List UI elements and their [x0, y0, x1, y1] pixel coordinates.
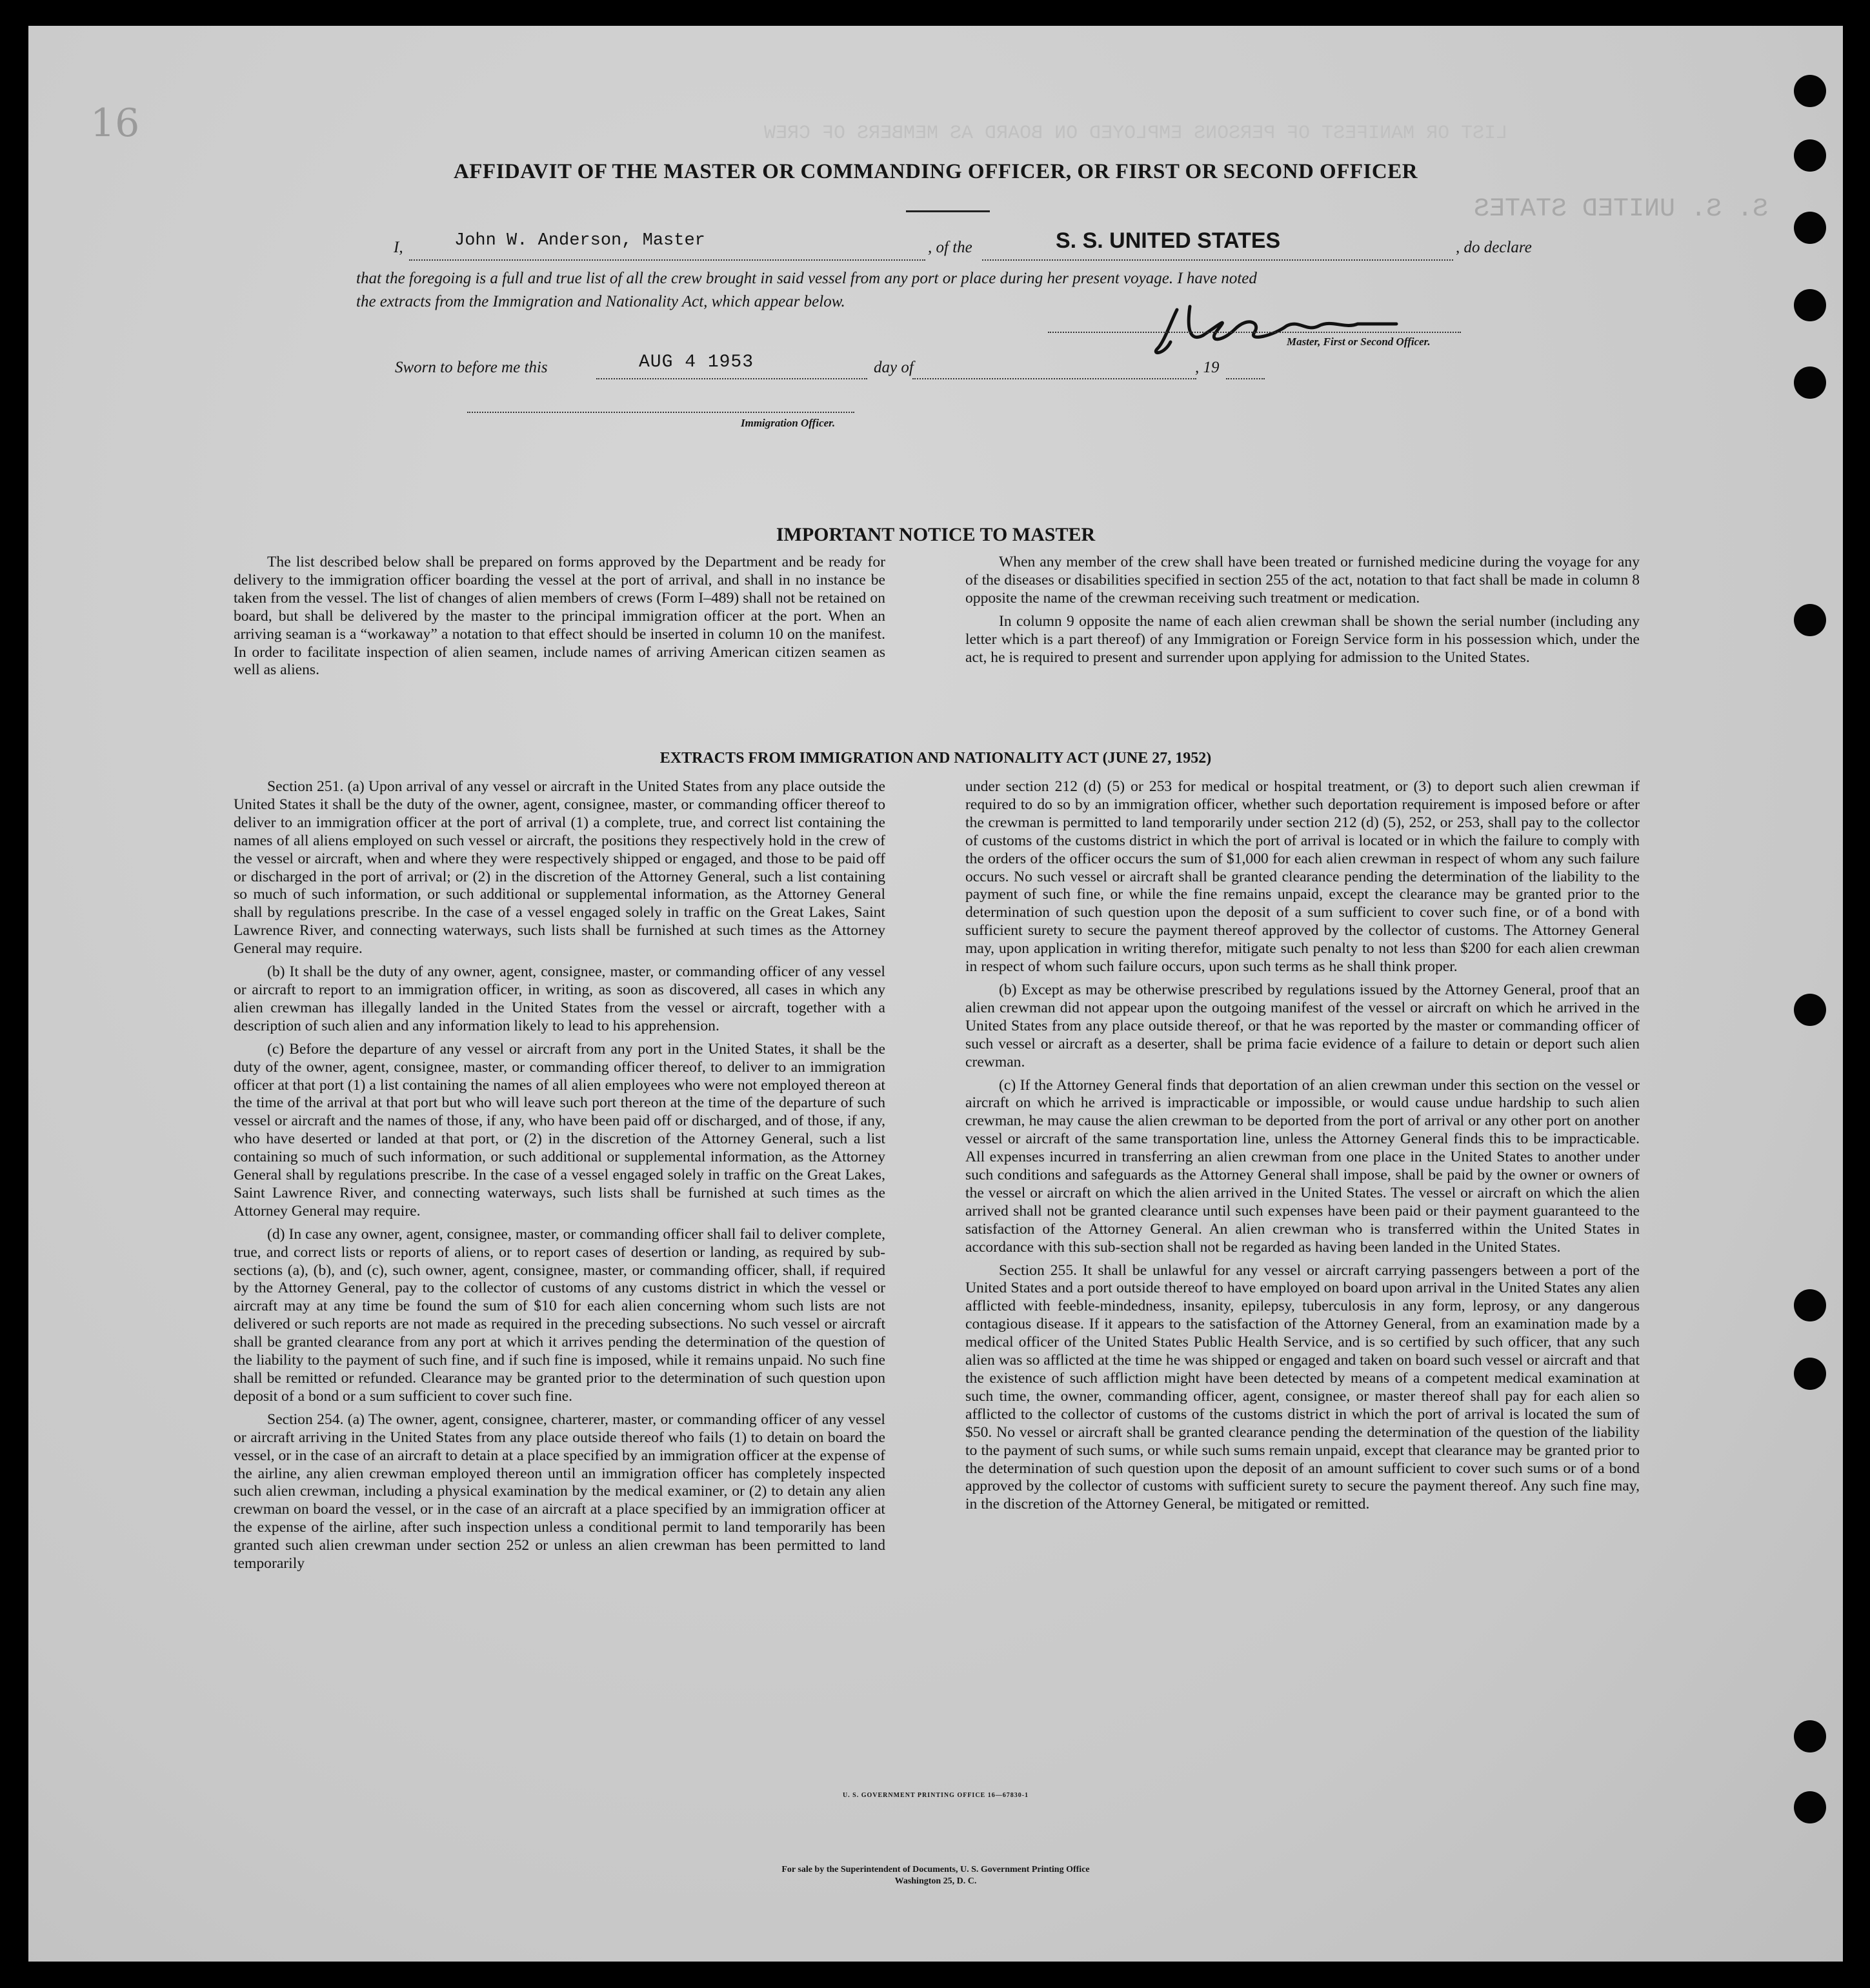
punch-hole [1794, 1289, 1826, 1321]
sale-notice [28, 1864, 1843, 1887]
notice-right-paragraph: In column 9 opposite the name of each alien crewman shall be shown the serial number (including any letter which is a part thereof) of any Immigration or Foreign Service form in his possession which, under the act, he is required to present and surrender upon applying for admission to the United States. [965, 612, 1640, 666]
notice-heading: IMPORTANT NOTICE TO MASTER [776, 524, 1096, 545]
sale-line-1: For sale by the Superintendent of Documents, U. S. Government Printing Office [781, 1865, 1090, 1874]
page-number: 16 [90, 101, 140, 146]
officer-caption: Immigration Officer. [741, 417, 836, 429]
extract-paragraph: Section 251. (a) Upon arrival of any vessel or aircraft in the United States from any place outside the United States it shall be the duty of the owner, agent, consignee, master, or commanding officer thereof to deliver to an immigration officer at the port of arrival (1) a complete, true, and correct list containing the names of all aliens employed on such vessel or aircraft, the positions they respectively hold in the crew of the vessel or aircraft, when and where they were respectively shipped or engaged, and those to be paid off or discharged in the port of arrival; or (2) in the discretion of the Attorney General, such a list containing so much of such information, or such additional or supplemental information, as the Attorney General shall by regulations prescribe. In the case of a vessel engaged solely in traffic on the Great Lakes, Saint Lawrence River, and connecting waterways, such lists shall be furnished at such times as the Attorney General may require. [234, 778, 885, 958]
master-name: John W. Anderson, Master [454, 231, 705, 250]
day-of-line [912, 378, 1196, 379]
ghost-list-heading: LIST OR MANIFEST OF PERSONS EMPLOYED ON BOARD AS MEMBERS OF CREW [764, 123, 1508, 145]
sale-line-2: Washington 25, D. C. [894, 1876, 977, 1886]
signature-caption: Master, First or Second Officer. [1287, 336, 1431, 348]
notice-right-paragraph: When any member of the crew shall have been treated or furnished medicine during the voyage for any of the diseases or disabilities specified in section 255 of the act, notation to that fact shall be made in column 8 opposite the name of the crewman receiving such treatment or medication. [965, 554, 1640, 607]
i-label: I, [394, 239, 403, 256]
vessel-name: S. S. UNITED STATES [1056, 228, 1281, 253]
extract-paragraph: Section 255. It shall be unlawful for any vessel or aircraft carrying passengers between a port of the United States and a port outside thereof to have employed on board upon arrival in the United States any alien afflicted with feeble-mindedness, insanity, epilepsy, tuberculosis in any form, leprosy, or any dangerous contagious disease. If it appears to the satisfaction of the Attorney General, from an examination made by a medical officer of the United States Public Health Service, and is so certified by such officer, that any such alien was so afflicted at the time he was shipped or engaged and taken on board such vessel or aircraft and that the existence of such affliction might have been detected by means of a competent medical examination at such time, the owner, commanding officer, agent, consignee, or master thereof shall pay for each alien so afflicted to the collector of customs of the customs district in which the port of arrival is located the sum of $50. No vessel or aircraft shall be granted clearance pending the determination of the question of the liability to the payment of such sums, or while such sums remain unpaid, except that clearance may be granted prior to the determination of such question upon the deposit of an amount sufficient to cover such sums or of a bond approved by the collector of customs with sufficient surety to secure the payment thereof. Any such fine may, in the discretion of the Attorney General, be mitigated or remitted. [965, 1261, 1640, 1513]
extract-paragraph: Section 254. (a) The owner, agent, consignee, charterer, master, or commanding officer of any vessel or aircraft arriving in the United States from any place outside thereof who fails (1) to detain on board the vessel, or in the case of an aircraft to detain at a place specified by an immigration officer at the expense of the airline, any alien crewman employed thereon until an immigration officer has completely inspected such alien crewman, including a physical examination by the medical examiner, or (2) to detain any alien crewman on board the vessel, or in the case of an aircraft at a place specified by an immigration officer at the expense of the airline, after such inspection unless a conditional permit to land temporarily has been granted such alien crewman under section 252 or unless an alien crewman has been permitted to land temporarily [234, 1411, 885, 1572]
notice-left-column [234, 554, 885, 685]
printer-imprint: U. S. GOVERNMENT PRINTING OFFICE 16—67830-1 [842, 1792, 1029, 1799]
punch-hole [1794, 212, 1826, 244]
sworn-label: Sworn to before me this [395, 359, 548, 376]
statement-line-1: that the foregoing is a full and true list of all the crew brought in said vessel from any port or place during her present voyage. I have noted [356, 270, 1257, 287]
sworn-date-line [596, 378, 867, 379]
statement-line-2: the extracts from the Immigration and Nationality Act, which appear below. [356, 293, 845, 310]
extract-paragraph: (c) If the Attorney General finds that deportation of an alien crewman under this section on the vessel or aircraft on which he arrived is impracticable or impossible, or would cause undue hardship to such alien crewman, he may cause the alien crewman to be deported from the port of arrival or any other port on another vessel or aircraft of the same transportation line, unless the Attorney General finds this to be impracticable. All expenses incurred in transferring an alien crewman from one place in the United States to another under such conditions and safeguards as the Attorney General shall impose, shall be paid by the owner or owners of the vessel or aircraft on which the alien arrived in the United States. The vessel or aircraft on which the alien arrived shall not be granted clearance until such expenses have been paid or their payment guaranteed to the satisfaction of the Attorney General. An alien crewman who is transferred within the United States in accordance with this sub-section shall not be regarded as having been landed in the United States. [965, 1076, 1640, 1256]
punch-hole [1794, 289, 1826, 321]
affidavit-title: AFFIDAVIT OF THE MASTER OR COMMANDING OFFICER, OR FIRST OR SECOND OFFICER [453, 160, 1418, 183]
extract-paragraph-continued: under section 212 (d) (5) or 253 for medical or hospital treatment, or (3) to deport such alien crewman if required to do so by an immigration officer, whether such deportation requirement is imposed before or after the crewman is permitted to land temporarily under section 212 (d) (5), 252, or 253, shall pay to the collector of customs of the customs district in which the port of arrival is located or in which the failure to comply with the orders of the officer occurs the sum of $1,000 for each alien crewman in respect of whom any such failure occurs. No such vessel or aircraft shall be granted clearance pending the determination of the liability to the payment of such fine, or while the fine remains unpaid, except the clearance may be granted prior to the determination of such question upon the deposit of a sum sufficient to cover such fine, or of a bond with sufficient surety to secure the payment thereof approved by the collector of customs. The Attorney General may, upon application in writing therefor, mitigate such penalty to not less than $200 for each alien crewman in respect of whom such failure occurs, upon such terms as he shall think proper. [965, 778, 1640, 976]
sworn-date-stamp: AUG 4 1953 [639, 352, 754, 372]
punch-hole [1794, 1720, 1826, 1752]
ghost-vessel-stamp: S. S. UNITED STATES [1474, 195, 1769, 224]
extract-paragraph: (b) It shall be the duty of any owner, agent, consignee, master, or commanding officer of any vessel or aircraft to report to an immigration officer, in writing, as soon as discovered, all cases in which any alien crewman has illegally landed in the United States from the vessel or aircraft, together with a description of such alien and any information likely to lead to his apprehension. [234, 963, 885, 1034]
extracts-right-column [965, 778, 1640, 1519]
master-signature [1151, 297, 1422, 361]
of-the-label: , of the [928, 239, 972, 256]
extract-paragraph: (c) Before the departure of any vessel or aircraft from any port in the United States, it shall be the duty of the owner, agent, consignee, master, or commanding officer thereof, to deliver to an immigration officer at that port (1) a list containing the names of all alien employees who were not employed thereon at the time of the arrival at that port but who will leave such port thereon at the time of the departure of such vessel or aircraft and the names of those, if any, who have been paid off or discharged, and of those, if any, who have deserted or landed at that port, or (2) in the discretion of the Attorney General, such a list containing so much of such information, or such additional or supplemental information, as the Attorney General shall by regulations prescribe. In the case of a vessel engaged solely in traffic on the Great Lakes, Saint Lawrence River, and connecting waterways, such lists shall be furnished at such times as the Attorney General may require. [234, 1040, 885, 1220]
document-page [28, 26, 1843, 1962]
notice-left-paragraph: The list described below shall be prepared on forms approved by the Department and be ready for delivery to the immigration officer boarding the vessel at the port of arrival, and shall in no instance be taken from the vessel. The list of changes of alien members of crews (Form I–489) shall not be retained on board, but shall be delivered by the master to the principal immigration officer at the port. When an arriving seaman is a “workaway” a notation to that effect should be inserted in column 10 on the manifest. In order to facilitate inspection of alien seamen, include names of arriving American citizen seamen as well as aliens. [234, 554, 885, 679]
name-line [409, 259, 925, 261]
year-line [1226, 378, 1265, 379]
day-of-label: day of [874, 359, 914, 376]
punch-hole [1794, 75, 1826, 107]
extracts-heading: EXTRACTS FROM IMMIGRATION AND NATIONALITY ACT (JUNE 27, 1952) [659, 750, 1212, 767]
punch-hole [1794, 1358, 1826, 1390]
title-rule [906, 210, 990, 212]
extract-paragraph: (d) In case any owner, agent, consignee, master, or commanding officer shall fail to deliver complete, true, and correct lists or reports of aliens, or to report cases of desertion or landing, as required by sub-sections (a), (b), and (c), such owner, agent, consignee, master, or commanding officer, shall, if required by the Attorney General, pay to the collector of customs of any customs district in which the vessel or aircraft may at any time be found the sum of $10 for each alien concerning whom such lists are not delivered or such reports are not made as required in the preceding subsections. No such vessel or aircraft shall be granted clearance from any port at which it arrives pending the determination of the question of the liability to the payment of such fine, and if such fine is imposed, while it remains unpaid. No such fine shall be remitted or refunded. Clearance may be granted prior to the determination of such question upon deposit of a bond or a sum sufficient to cover such fine. [234, 1225, 885, 1405]
signature-line [1048, 332, 1461, 333]
punch-hole [1794, 604, 1826, 636]
do-declare-label: , do declare [1456, 239, 1532, 256]
punch-hole [1794, 366, 1826, 399]
punch-hole [1794, 994, 1826, 1026]
notice-right-column [965, 554, 1640, 672]
extracts-left-column [234, 778, 885, 1578]
year-label: , 19 [1195, 359, 1220, 376]
vessel-line [982, 259, 1453, 261]
officer-line [467, 412, 854, 413]
extract-paragraph: (b) Except as may be otherwise prescribed by regulations issued by the Attorney General, proof that an alien crewman did not appear upon the outgoing manifest of the vessel or aircraft on which he arrived in the United States from any place outside thereof, or that he was reported by the master or commanding officer of such vessel or aircraft as a deserter, shall be prima facie evidence of a failure to detain or deport such alien crewman. [965, 981, 1640, 1070]
